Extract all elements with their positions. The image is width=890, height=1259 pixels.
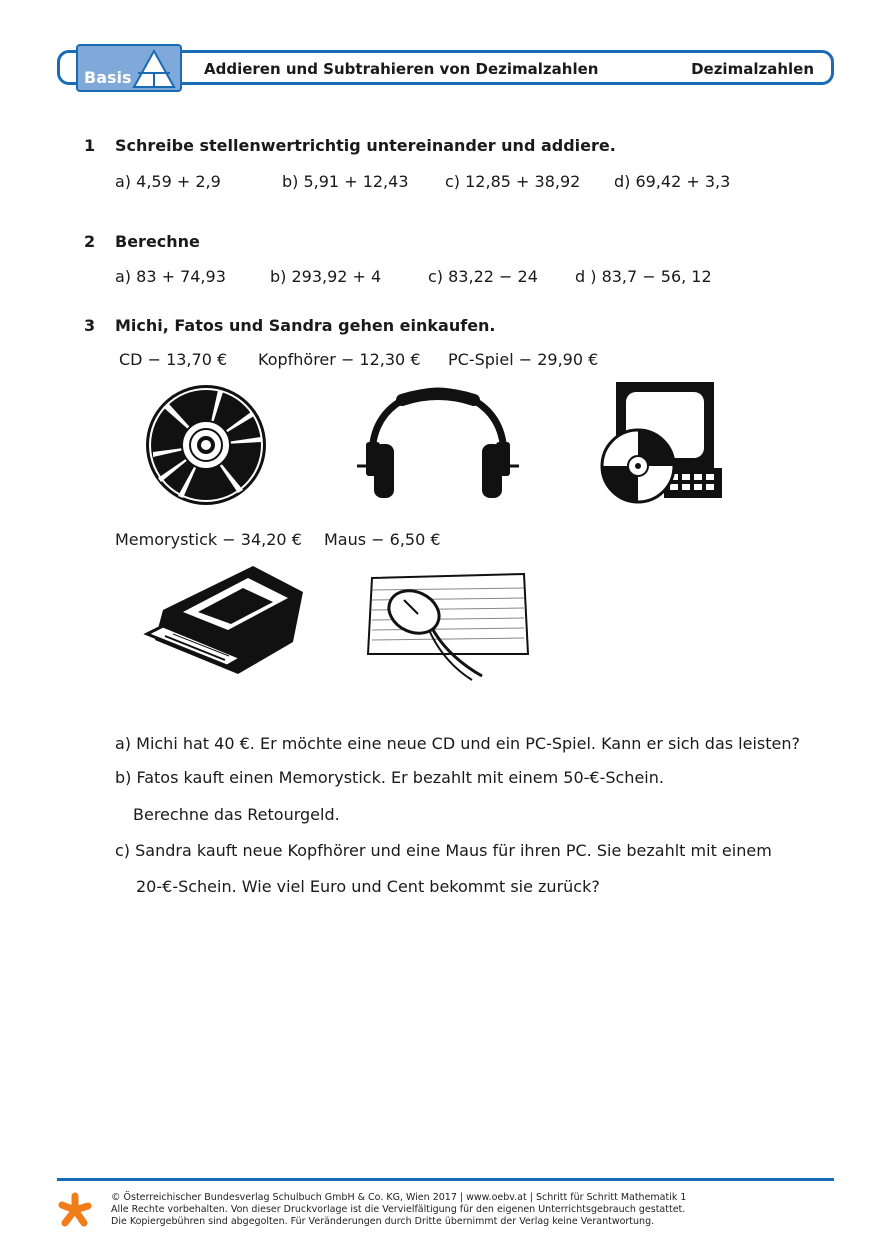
question-a: a) Michi hat 40 €. Er möchte eine neue CD und ein PC-Spiel. Kann er sich das leisten?	[115, 734, 800, 753]
footer-line1: © Österreichischer Bundesverlag Schulbuch GmbH & Co. KG, Wien 2017 | www.oebv.at | Schritt für Schritt Mathematik 1	[111, 1192, 687, 1203]
task1-item-a: a) 4,59 + 2,9	[115, 172, 221, 191]
price-pc-game: PC-Spiel − 29,90 €	[448, 350, 599, 369]
question-b-line2: Berechne das Retourgeld.	[133, 805, 340, 824]
price-cd: CD − 13,70 €	[119, 350, 228, 369]
task1-title: Schreibe stellenwertrichtig untereinander und addiere.	[115, 136, 616, 155]
footer-divider	[57, 1178, 834, 1181]
cd-icon	[143, 382, 269, 508]
footer-line2: Alle Rechte vorbehalten. Von dieser Druckvorlage ist die Vervielfältigung für den eigenen Unterrichtsgebrauch gestattet.	[111, 1204, 686, 1215]
task2-item-a: a) 83 + 74,93	[115, 267, 226, 286]
question-b-line1: b) Fatos kauft einen Memorystick. Er bezahlt mit einem 50-€-Schein.	[115, 768, 664, 787]
footer-line3: Die Kopiergebühren sind abgegolten. Für Veränderungen durch Dritte übernimmt der Verlag keine Verantwortung.	[111, 1216, 655, 1227]
triangle-icon	[132, 49, 176, 89]
task1-number: 1	[84, 136, 96, 155]
worksheet-topic: Dezimalzahlen	[691, 60, 814, 78]
task1-item-d: d) 69,42 + 3,3	[614, 172, 731, 191]
task1-item-c: c) 12,85 + 38,92	[445, 172, 581, 191]
price-memorystick: Memorystick − 34,20 €	[115, 530, 302, 549]
question-c-line2: 20-€-Schein. Wie viel Euro und Cent bekommt sie zurück?	[136, 877, 600, 896]
price-headphones: Kopfhörer − 12,30 €	[258, 350, 421, 369]
basis-badge	[76, 44, 182, 92]
worksheet-title: Addieren und Subtrahieren von Dezimalzahlen	[204, 60, 599, 78]
task2-item-b: b) 293,92 + 4	[270, 267, 382, 286]
headphones-icon	[352, 386, 524, 502]
task3-number: 3	[84, 316, 96, 335]
task3-title: Michi, Fatos und Sandra gehen einkaufen.	[115, 316, 496, 335]
task2-item-d: d ) 83,7 − 56, 12	[575, 267, 712, 286]
price-mouse: Maus − 6,50 €	[324, 530, 441, 549]
pc-game-icon	[600, 380, 726, 506]
mouse-icon	[364, 570, 532, 682]
task1-item-b: b) 5,91 + 12,43	[282, 172, 409, 191]
task2-item-c: c) 83,22 − 24	[428, 267, 538, 286]
memorystick-icon	[143, 562, 307, 678]
question-c-line1: c) Sandra kauft neue Kopfhörer und eine Maus für ihren PC. Sie bezahlt mit einem	[115, 841, 772, 860]
task2-title: Berechne	[115, 232, 200, 251]
task2-number: 2	[84, 232, 96, 251]
publisher-logo-icon	[57, 1192, 93, 1228]
badge-label: Basis	[84, 68, 132, 87]
